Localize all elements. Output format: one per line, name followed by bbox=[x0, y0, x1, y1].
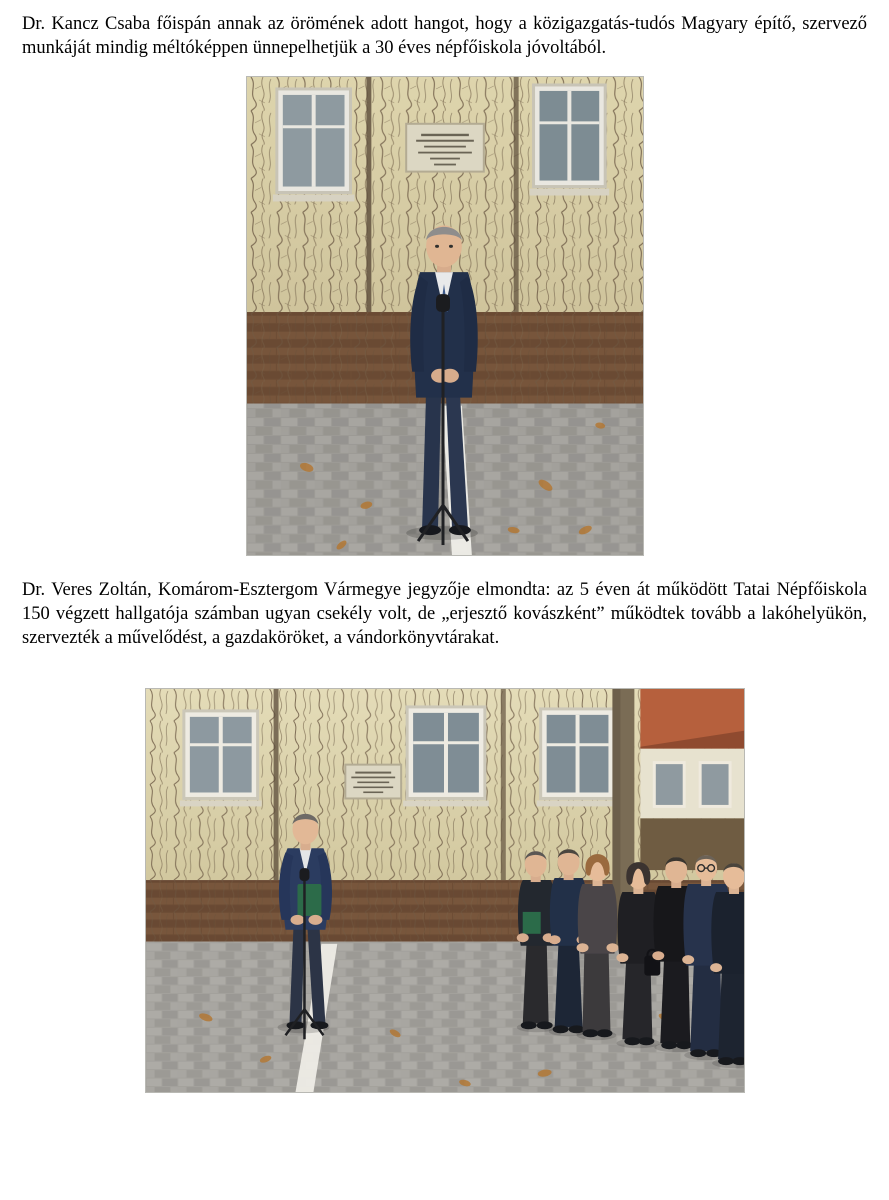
figure-2-container bbox=[22, 688, 867, 1093]
photo-speaker-at-microphone bbox=[246, 76, 644, 556]
figure-1-container bbox=[22, 76, 867, 556]
paragraph-kancz-csaba: Dr. Kancz Csaba főispán annak az örömének adott hangot, hogy a közigazgatás-tudós Magyary építő, szervező munkáját mindig méltóképpen ünnepelhetjük a 30 éves népfőiskola jóvoltából. bbox=[22, 14, 867, 59]
paragraph-veres-zoltan: Dr. Veres Zoltán, Komárom-Esztergom Vármegye jegyzője elmondta: az 5 éven át működött Tatai Népfőiskola 150 végzett hallgatója számban ugyan csekély volt, de „erjesztő kovászként” működtek tovább a lakóhelyükön, szervezték a művelődést, a gazdaköröket, a vándorkönyvtárakat. bbox=[22, 580, 867, 649]
photo-speaker-with-audience bbox=[145, 688, 745, 1093]
